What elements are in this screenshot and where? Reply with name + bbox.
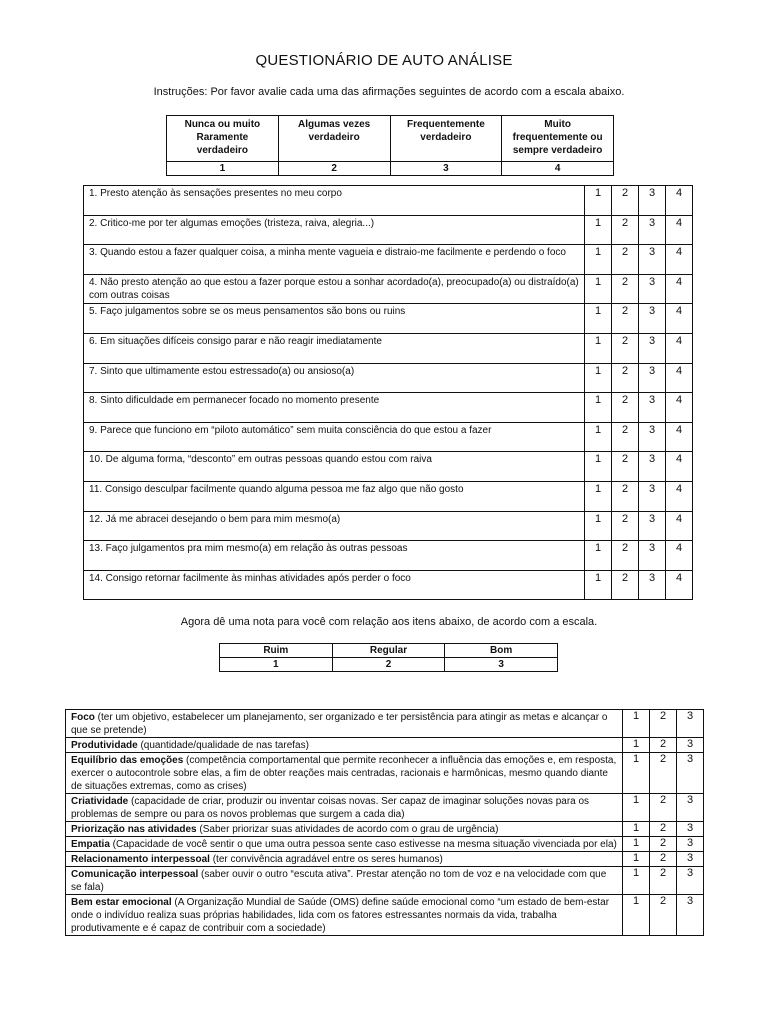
rating-scale-header-row [220,644,558,658]
question-row [84,363,693,393]
rating-option-3[interactable]: 3 [677,852,704,867]
question-row [84,481,693,511]
rating-item-name: Produtividade [71,740,138,751]
rating-item-name: Criatividade [71,796,129,807]
rating-option-2[interactable]: 2 [650,738,677,753]
rating-scale-table [219,643,558,672]
scale-value: 3 [390,162,502,176]
answer-option-2[interactable]: 2 [612,245,639,275]
rating-option-3[interactable]: 3 [677,822,704,837]
rating-item-text [66,837,623,852]
rating-item-name: Relacionamento interpessoal [71,854,210,865]
question-text: 9. Parece que funciono em “piloto automático” sem muita consciência do que estou a fazer [84,422,585,452]
answer-option-2[interactable]: 2 [612,452,639,482]
answer-option-4[interactable]: 4 [666,274,693,304]
answer-option-4[interactable]: 4 [666,452,693,482]
rating-option-1[interactable]: 1 [623,710,650,738]
question-text: 8. Sinto dificuldade em permanecer focado no momento presente [84,393,585,423]
answer-option-2[interactable]: 2 [612,274,639,304]
answer-option-3[interactable]: 3 [639,452,666,482]
rating-item-name: Priorização nas atividades [71,824,197,835]
scale-header-line: verdadeiro [308,132,360,143]
answer-option-1[interactable]: 1 [585,274,612,304]
answer-option-3[interactable]: 3 [639,511,666,541]
rating-item-description: (Capacidade de você sentir o que uma outra pessoa sente caso estivesse na mesma situação vivenciada por ela) [109,839,617,850]
answer-option-3[interactable]: 3 [639,570,666,600]
rating-item-row [66,822,704,837]
question-text: 6. Em situações difíceis consigo parar e não reagir imediatamente [84,333,585,363]
rating-option-2[interactable]: 2 [650,895,677,936]
second-instructions-text: Agora dê uma nota para você com relação aos itens abaixo, de acordo com a escala. [180,616,598,628]
scale-header-line: Frequentemente [406,119,485,130]
answer-option-1[interactable]: 1 [585,481,612,511]
rating-scale-value: 3 [445,658,558,672]
answer-option-2[interactable]: 2 [612,393,639,423]
rating-option-1[interactable]: 1 [623,867,650,895]
rating-option-3[interactable]: 3 [677,837,704,852]
answer-option-3[interactable]: 3 [639,304,666,334]
rating-option-3[interactable]: 3 [677,794,704,822]
question-text: 14. Consigo retornar facilmente às minhas atividades após perder o foco [84,570,585,600]
answer-option-3[interactable]: 3 [639,541,666,571]
answer-option-1[interactable]: 1 [585,393,612,423]
rating-item-text [66,710,623,738]
question-row [84,274,693,304]
rating-item-name: Bem estar emocional [71,897,172,908]
rating-item-name: Foco [71,712,95,723]
rating-option-3[interactable]: 3 [677,867,704,895]
question-row [84,541,693,571]
scale-values-row [167,162,614,176]
rating-item-row [66,852,704,867]
answer-option-1[interactable]: 1 [585,215,612,245]
frequency-scale-table [166,115,614,176]
question-text: 11. Consigo desculpar facilmente quando alguma pessoa me faz algo que não gosto [84,481,585,511]
answer-option-4[interactable]: 4 [666,333,693,363]
answer-option-2[interactable]: 2 [612,304,639,334]
rating-item-text [66,895,623,936]
rating-option-1[interactable]: 1 [623,895,650,936]
answer-option-1[interactable]: 1 [585,245,612,275]
rating-option-3[interactable]: 3 [677,710,704,738]
answer-option-4[interactable]: 4 [666,481,693,511]
question-text: 5. Faço julgamentos sobre se os meus pensamentos são bons ou ruins [84,304,585,334]
scale-header-line: sempre verdadeiro [512,145,603,156]
questions-table [83,185,693,600]
answer-option-2[interactable]: 2 [612,333,639,363]
rating-scale-header: Ruim [220,644,333,658]
answer-option-1[interactable]: 1 [585,452,612,482]
question-text: 2. Critico-me por ter algumas emoções (tristeza, raiva, alegria...) [84,215,585,245]
answer-option-4[interactable]: 4 [666,511,693,541]
answer-option-1[interactable]: 1 [585,541,612,571]
question-row [84,570,693,600]
rating-option-1[interactable]: 1 [623,753,650,794]
scale-header-4 [502,116,614,162]
rating-item-name: Empatia [71,839,110,850]
question-row [84,245,693,275]
rating-item-description: (competência comportamental que permite reconhecer a influência das emoções e, em resposta, exercer o autocontrole sobre elas, a fim de obter reações mais centradas, racionais e harmônicas, mesmo quando diante de situações extremas, como as crises) [71,755,617,792]
question-text: 10. De alguma forma, “desconto” em outras pessoas quando estou com raiva [84,452,585,482]
answer-option-4[interactable]: 4 [666,541,693,571]
instructions-text: Instruções: Por favor avalie cada uma das afirmações seguintes de acordo com a escala abaixo. [153,86,625,98]
answer-option-4[interactable]: 4 [666,304,693,334]
answer-option-2[interactable]: 2 [612,363,639,393]
question-text: 4. Não presto atenção ao que estou a fazer porque estou a sonhar acordado(a), preocupado(a) ou distraído(a) com outras coisas [84,274,585,304]
question-row [84,186,693,216]
rating-item-row [66,753,704,794]
answer-option-4[interactable]: 4 [666,422,693,452]
scale-header-2 [278,116,390,162]
self-rating-table [65,709,704,936]
rating-item-text [66,738,623,753]
scale-header-1 [167,116,279,162]
scale-header-line: Muito [544,119,571,130]
rating-item-name: Equilíbrio das emoções [71,755,184,766]
scale-value: 1 [167,162,279,176]
rating-item-text [66,852,623,867]
answer-option-4[interactable]: 4 [666,186,693,216]
answer-option-3[interactable]: 3 [639,422,666,452]
rating-option-1[interactable]: 1 [623,837,650,852]
answer-option-3[interactable]: 3 [639,333,666,363]
rating-item-description: (Saber priorizar suas atividades de acordo com o grau de urgência) [196,824,499,835]
answer-option-3[interactable]: 3 [639,363,666,393]
question-row [84,422,693,452]
answer-option-2[interactable]: 2 [612,215,639,245]
scale-header-line: verdadeiro [420,132,472,143]
scale-header-3 [390,116,502,162]
rating-item-text [66,822,623,837]
answer-option-4[interactable]: 4 [666,393,693,423]
rating-item-text [66,867,623,895]
rating-item-description: (A Organização Mundial de Saúde (OMS) define saúde emocional como “um estado de bem-estar onde o indivíduo realiza suas próprias habilidades, lida com os fatores estressantes normais da vida, trabalha produtivamente e é capaz de contribuir com a sociedade) [71,897,610,934]
scale-header-row [167,116,614,162]
rating-item-description: (saber ouvir o outro “escuta ativa”. Prestar atenção no tom de voz e na velocidade com que se fala) [71,869,607,893]
answer-option-4[interactable]: 4 [666,363,693,393]
rating-scale-value: 2 [332,658,445,672]
rating-option-2[interactable]: 2 [650,822,677,837]
answer-option-1[interactable]: 1 [585,186,612,216]
rating-item-text [66,753,623,794]
rating-item-row [66,710,704,738]
scale-header-line: frequentemente ou [512,132,603,143]
answer-option-3[interactable]: 3 [639,186,666,216]
scale-header-line: Algumas vezes [297,119,371,130]
answer-option-3[interactable]: 3 [639,215,666,245]
rating-option-1[interactable]: 1 [623,852,650,867]
rating-item-row [66,867,704,895]
question-row [84,452,693,482]
scale-header-line: verdadeiro [196,145,248,156]
question-row [84,393,693,423]
rating-item-row [66,794,704,822]
rating-scale-values-row [220,658,558,672]
rating-item-row [66,738,704,753]
rating-scale-header: Regular [332,644,445,658]
rating-option-2[interactable]: 2 [650,794,677,822]
rating-option-3[interactable]: 3 [677,738,704,753]
scale-header-line: Nunca ou muito [184,119,261,130]
answer-option-2[interactable]: 2 [612,186,639,216]
question-text: 3. Quando estou a fazer qualquer coisa, a minha mente vagueia e distraio-me facilmente e perdendo o foco [84,245,585,275]
rating-item-description: (quantidade/qualidade de nas tarefas) [137,740,309,751]
question-row [84,304,693,334]
answer-option-3[interactable]: 3 [639,245,666,275]
rating-option-2[interactable]: 2 [650,852,677,867]
rating-item-row [66,895,704,936]
scale-header-line: Raramente [196,132,249,143]
question-text: 7. Sinto que ultimamente estou estressado(a) ou ansioso(a) [84,363,585,393]
answer-option-2[interactable]: 2 [612,422,639,452]
question-text: 13. Faço julgamentos pra mim mesmo(a) em relação às outras pessoas [84,541,585,571]
rating-option-2[interactable]: 2 [650,753,677,794]
question-row [84,333,693,363]
question-row [84,215,693,245]
rating-item-description: (ter um objetivo, estabelecer um planejamento, ser organizado e ter persistência para atingir as metas e alcançar o que se pretende) [71,712,608,736]
answer-option-2[interactable]: 2 [612,570,639,600]
rating-item-description: (ter convivência agradável entre os seres humanos) [209,854,443,865]
rating-option-2[interactable]: 2 [650,837,677,852]
rating-item-row [66,837,704,852]
rating-option-2[interactable]: 2 [650,710,677,738]
answer-option-1[interactable]: 1 [585,511,612,541]
question-text: 1. Presto atenção às sensações presentes no meu corpo [84,186,585,216]
rating-option-2[interactable]: 2 [650,867,677,895]
rating-scale-header: Bom [445,644,558,658]
answer-option-3[interactable]: 3 [639,274,666,304]
scale-value: 4 [502,162,614,176]
rating-option-3[interactable]: 3 [677,753,704,794]
answer-option-1[interactable]: 1 [585,422,612,452]
answer-option-4[interactable]: 4 [666,245,693,275]
question-row [84,511,693,541]
answer-option-4[interactable]: 4 [666,215,693,245]
rating-option-3[interactable]: 3 [677,895,704,936]
rating-item-text [66,794,623,822]
answer-option-4[interactable]: 4 [666,570,693,600]
rating-scale-value: 1 [220,658,333,672]
page-title: QUESTIONÁRIO DE AUTO ANÁLISE [255,52,513,69]
rating-option-1[interactable]: 1 [623,794,650,822]
answer-option-1[interactable]: 1 [585,304,612,334]
question-text: 12. Já me abracei desejando o bem para mim mesmo(a) [84,511,585,541]
answer-option-3[interactable]: 3 [639,393,666,423]
answer-option-1[interactable]: 1 [585,333,612,363]
rating-option-1[interactable]: 1 [623,822,650,837]
answer-option-1[interactable]: 1 [585,570,612,600]
rating-item-description: (capacidade de criar, produzir ou inventar coisas novas. Ser capaz de imaginar soluções novas para os problemas de sempre ou para os novos problemas que surgem a cada dia) [71,796,590,820]
rating-item-name: Comunicação interpessoal [71,869,199,880]
scale-value: 2 [278,162,390,176]
answer-option-2[interactable]: 2 [612,511,639,541]
answer-option-1[interactable]: 1 [585,363,612,393]
answer-option-2[interactable]: 2 [612,541,639,571]
answer-option-3[interactable]: 3 [639,481,666,511]
answer-option-2[interactable]: 2 [612,481,639,511]
rating-option-1[interactable]: 1 [623,738,650,753]
